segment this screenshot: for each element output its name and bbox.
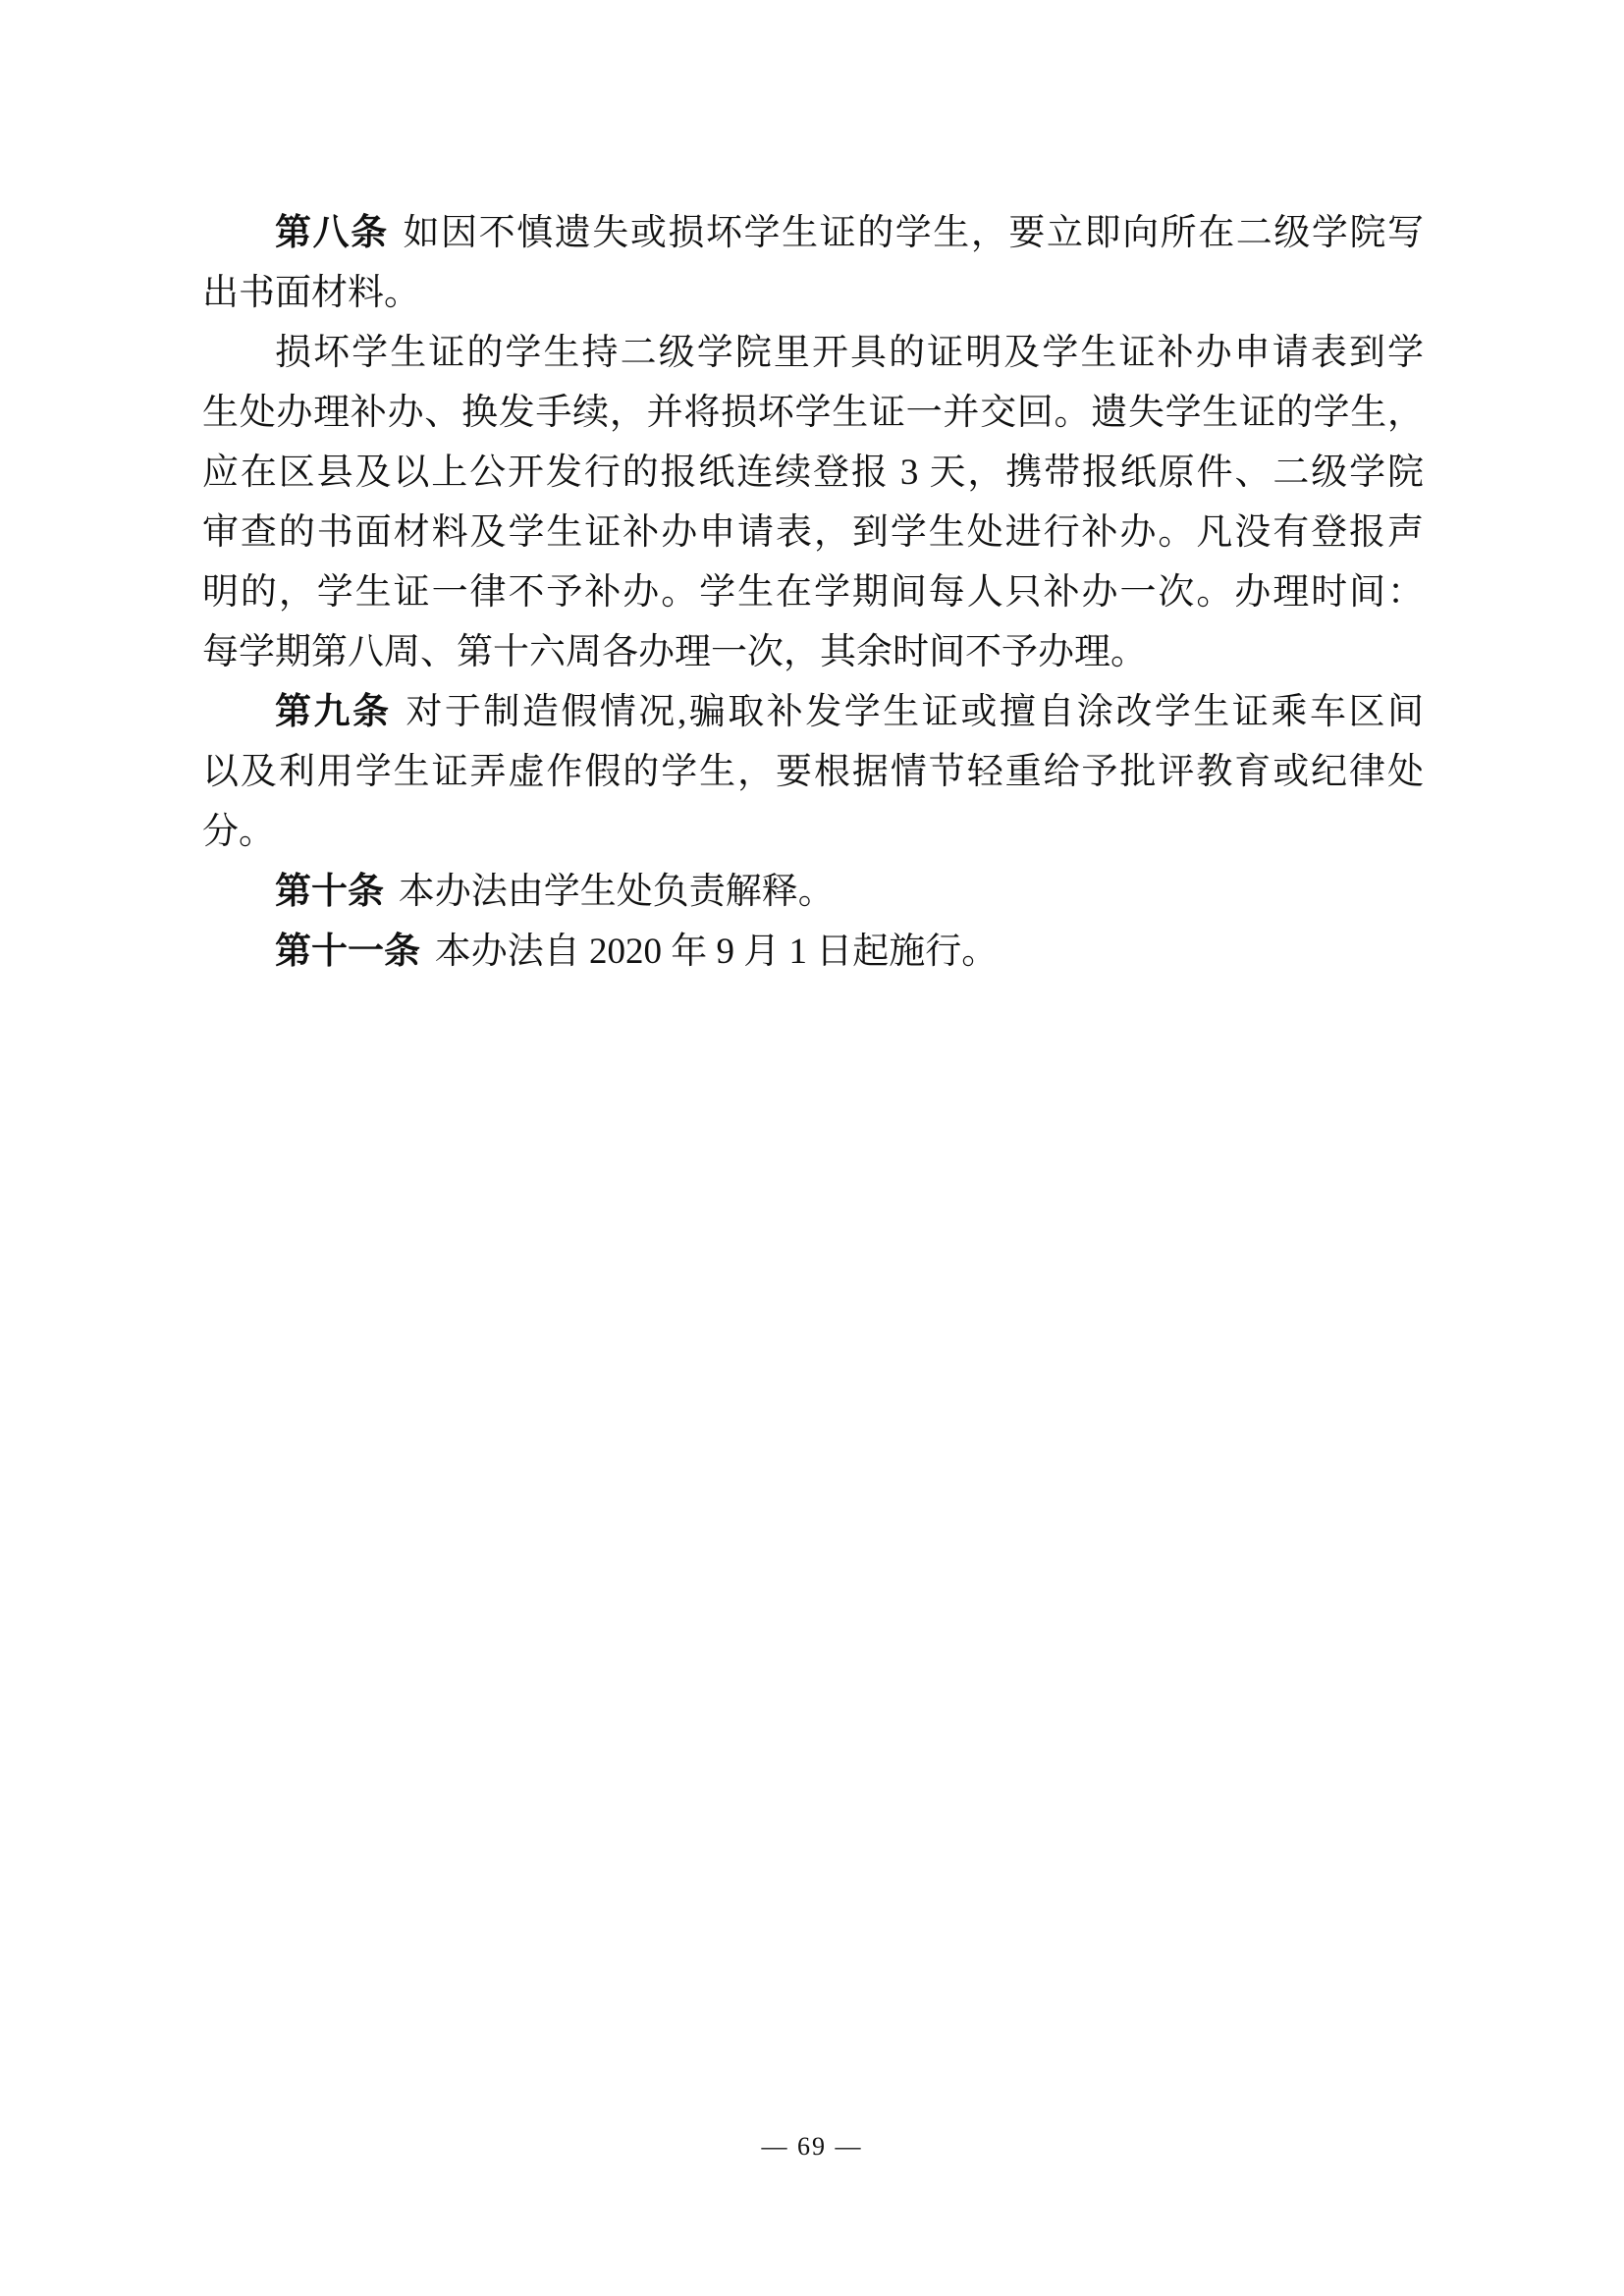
paragraph-line: [202, 862, 1424, 922]
paragraph-line: [202, 562, 1424, 622]
paragraph-line: [202, 802, 1424, 862]
paragraph-line: [202, 503, 1424, 562]
paragraph-text: 本办法由学生处负责解释。: [398, 872, 835, 912]
paragraph-text: 损坏学生证的学生持二级学院里开具的证明及学生证补办申请表到学: [275, 333, 1424, 373]
paragraph-text: 本办法自 2020 年 9 月 1 日起施行。: [434, 932, 999, 972]
paragraph-text: 明的，学生证一律不予补办。学生在学期间每人只补办一次。办理时间：: [202, 572, 1424, 613]
paragraph-line: [202, 443, 1424, 503]
paragraph-line: [202, 323, 1424, 383]
paragraph-text: 应在区县及以上公开发行的报纸连续登报 3 天，携带报纸原件、二级学院: [202, 453, 1424, 493]
footer-page-number: — 69 —: [761, 2132, 863, 2161]
paragraph-text: 出书面材料。: [202, 273, 420, 313]
paragraph-line: [202, 203, 1424, 263]
paragraph-text: 对于制造假情况,骗取补发学生证或擅自涂改学生证乘车区间: [406, 692, 1424, 732]
article-number-heading: 第十一条: [275, 932, 420, 972]
paragraph-text: 以及利用学生证弄虚作假的学生，要根据情节轻重给予批评教育或纪律处: [202, 752, 1424, 792]
article-number-heading: 第八条: [275, 213, 389, 253]
paragraph-line: [202, 922, 1424, 982]
paragraph-line: [202, 263, 1424, 323]
article-number-heading: 第九条: [275, 692, 392, 732]
paragraph-text: 分。: [202, 812, 275, 852]
paragraph-text: 每学期第八周、第十六周各办理一次，其余时间不予办理。: [202, 632, 1147, 672]
paragraph-line: [202, 742, 1424, 802]
article-number-heading: 第十条: [275, 872, 384, 912]
paragraph-text: 如因不慎遗失或损坏学生证的学生，要立即向所在二级学院写: [403, 213, 1425, 253]
document-body: [202, 203, 1424, 982]
paragraph-line: [202, 682, 1424, 742]
paragraph-line: [202, 383, 1424, 443]
paragraph-text: 生处办理补办、换发手续，并将损坏学生证一并交回。遗失学生证的学生，: [202, 393, 1424, 433]
paragraph-line: [202, 622, 1424, 682]
paragraph-text: 审查的书面材料及学生证补办申请表，到学生处进行补办。凡没有登报声: [202, 512, 1424, 553]
